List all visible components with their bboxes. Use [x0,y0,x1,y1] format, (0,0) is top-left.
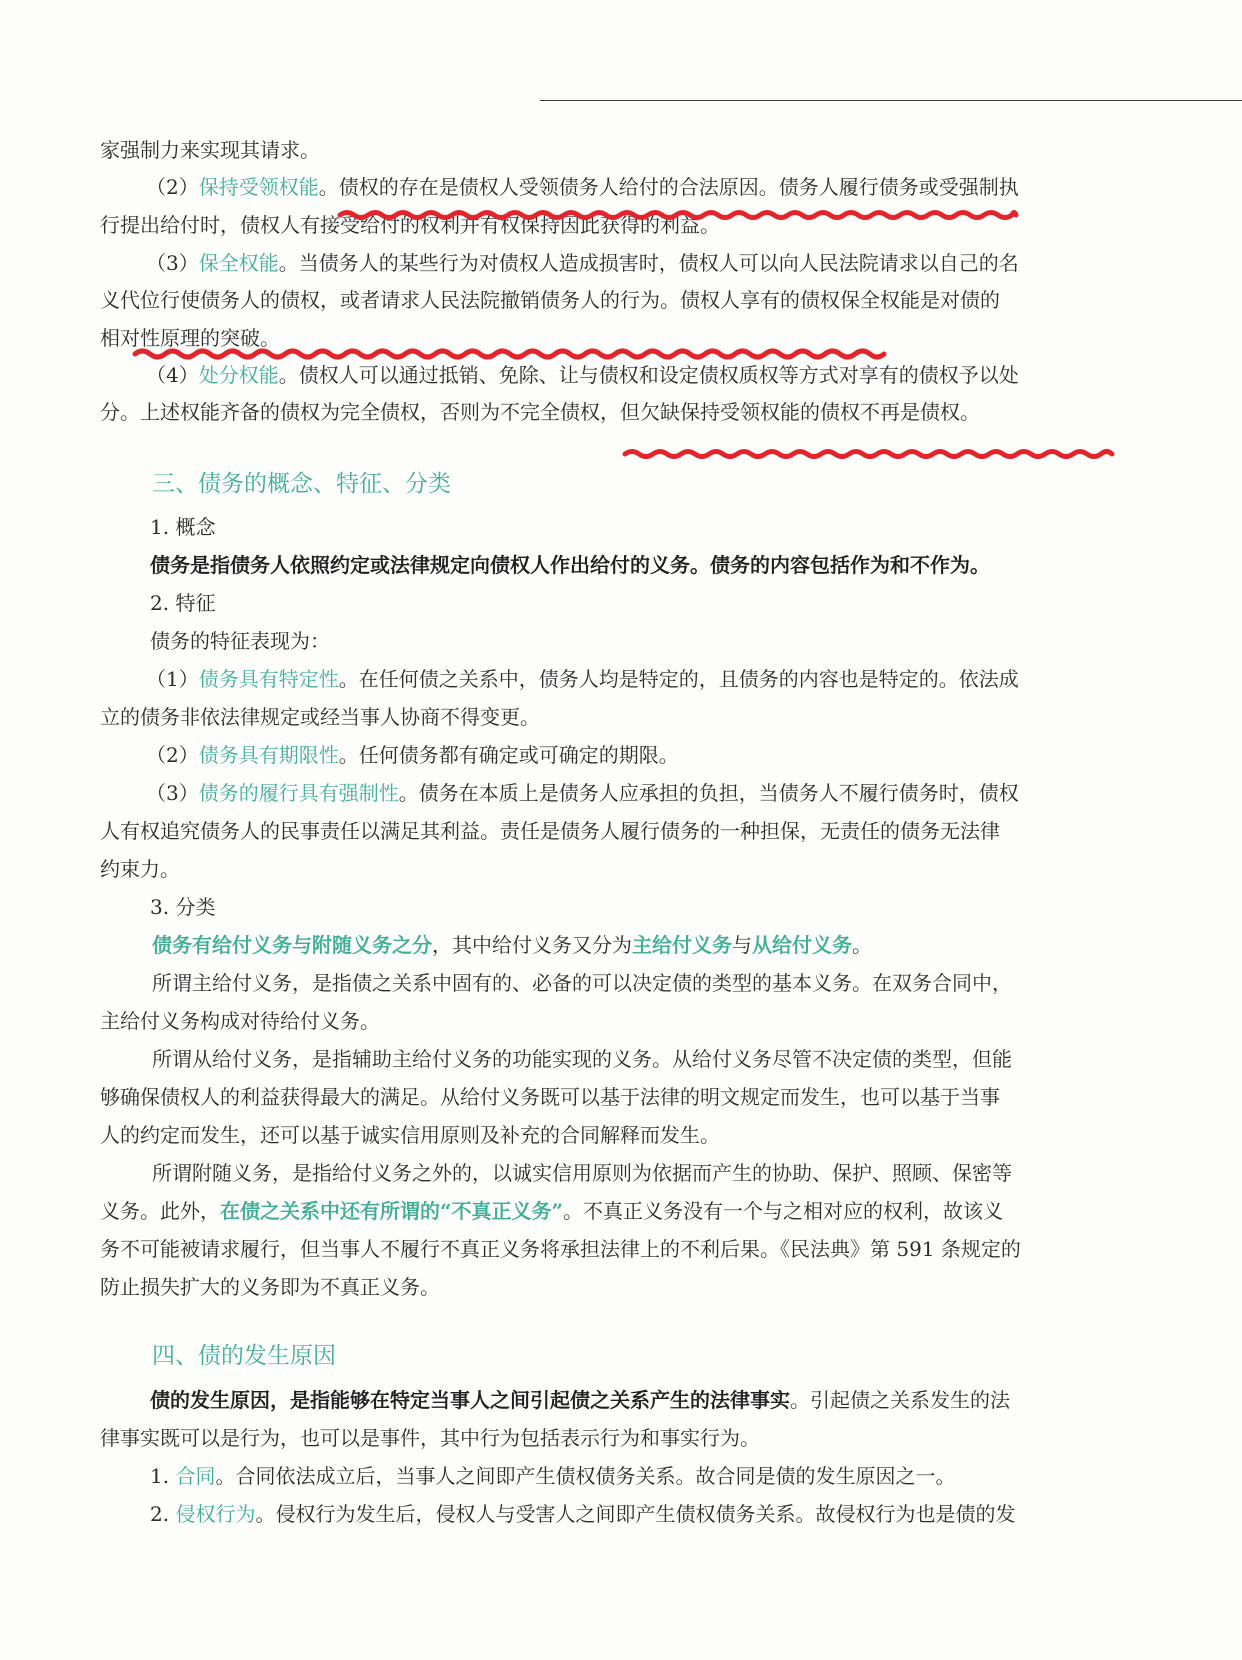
text-line: 债的发生原因，是指能够在特定当事人之间引起债之关系产生的法律事实。引起债之关系发生的法 [150,1388,1010,1412]
text-line: （4）处分权能。债权人可以通过抵销、免除、让与债权和设定债权质权等方式对享有的债权予以处 [146,363,1019,387]
term-highlight: 合同 [175,1464,216,1488]
text-line: （2）保持受领权能。债权的存在是债权人受领债务人给付的合法原因。债务人履行债务或受强制执 [146,175,1019,199]
text-line: 义代位行使债务人的债权，或者请求人民法院撤销债务人的行为。债权人享有的债权保全权能是对债的 [100,288,1000,312]
section-heading: 三、债务的概念、特征、分类 [152,471,451,497]
text-line: 相对性原理的突破。 [100,326,280,350]
text-line: 债务有给付义务与附随义务之分，其中给付义务又分为主给付义务与从给付义务。 [152,933,872,957]
text-line: （3）债务的履行具有强制性。债务在本质上是债务人应承担的负担，当债务人不履行债务时，债权 [146,781,1019,805]
term-highlight: 债务具有期限性 [198,743,339,767]
text-line: 所谓附随义务，是指给付义务之外的，以诚实信用原则为依据而产生的协助、保护、照顾、保密等 [152,1161,1012,1185]
term-highlight: 从给付义务 [752,933,852,957]
text-line: 防止损失扩大的义务即为不真正义务。 [100,1275,440,1299]
text-line: 义务。此外，在债之关系中还有所谓的“不真正义务”。不真正义务没有一个与之相对应的权利，故该义 [100,1199,1004,1223]
text-line: （2）债务具有期限性。任何债务都有确定或可确定的期限。 [146,743,679,767]
text-line: 行提出给付时，债权人有接受给付的权利并有权保持因此获得的利益。 [100,213,720,237]
section-heading: 四、债的发生原因 [152,1343,336,1369]
text-line: 债务的特征表现为： [150,629,330,653]
term-highlight: 侵权行为 [175,1502,256,1526]
text-line: 所谓主给付义务，是指债之关系中固有的、必备的可以决定债的类型的基本义务。在双务合同中， [152,971,1012,995]
text-line: 够确保债权人的利益获得最大的满足。从给付义务既可以基于法律的明文规定而发生，也可以基于当事 [100,1085,1000,1109]
subsection-label: 3. 分类 [150,895,216,919]
subsection-label: 2. 特征 [150,591,216,615]
red-wavy-underline [625,452,1112,457]
text-line: 务不可能被请求履行，但当事人不履行不真正义务将承担法律上的不利后果。《民法典》第 591 条规定的 [100,1237,1021,1261]
text-line: 主给付义务构成对待给付义务。 [100,1009,380,1033]
text-line: （1）债务具有特定性。在任何债之关系中，债务人均是特定的，且债务的内容也是特定的。依法成 [146,667,1019,691]
term-highlight: 保持受领权能 [198,175,319,199]
header-rule [540,100,1242,101]
term-highlight: 主给付义务 [632,933,732,957]
text-line: （3）保全权能。当债务人的某些行为对债权人造成损害时，债权人可以向人民法院请求以自己的名 [146,251,1019,275]
text-line: 2. 侵权行为。侵权行为发生后，侵权人与受害人之间即产生债权债务关系。故侵权行为也是债的发 [150,1502,1016,1526]
text-line: 人有权追究债务人的民事责任以满足其利益。责任是债务人履行债务的一种担保，无责任的债务无法律 [100,819,1000,843]
subsection-label: 1. 概念 [150,515,216,539]
term-highlight: 在债之关系中还有所谓的“不真正义务” [220,1199,564,1223]
text-line: 立的债务非依法律规定或经当事人协商不得变更。 [100,705,540,729]
text-line: 律事实既可以是行为，也可以是事件，其中行为包括表示行为和事实行为。 [100,1426,760,1450]
text-line: 家强制力来实现其请求。 [100,138,320,162]
text-line: 约束力。 [100,857,180,881]
text-line: 分。上述权能齐备的债权为完全债权，否则为不完全债权，但欠缺保持受领权能的债权不再是债权。 [100,400,980,424]
text-line: 人的约定而发生，还可以基于诚实信用原则及补充的合同解释而发生。 [100,1123,720,1147]
term-highlight: 债务的履行具有强制性 [198,781,399,805]
text-line: 债务是指债务人依照约定或法律规定向债权人作出给付的义务。债务的内容包括作为和不作为。 [150,553,990,577]
term-highlight: 保全权能 [198,251,279,275]
text-line: 1. 合同。合同依法成立后，当事人之间即产生债权债务关系。故合同是债的发生原因之一。 [150,1464,956,1488]
term-highlight: 处分权能 [198,363,279,387]
term-highlight: 债务具有特定性 [198,667,339,691]
text-line: 所谓从给付义务，是指辅助主给付义务的功能实现的义务。从给付义务尽管不决定债的类型，但能 [152,1047,1012,1071]
term-highlight: 债务有给付义务与附随义务之分 [152,933,432,957]
